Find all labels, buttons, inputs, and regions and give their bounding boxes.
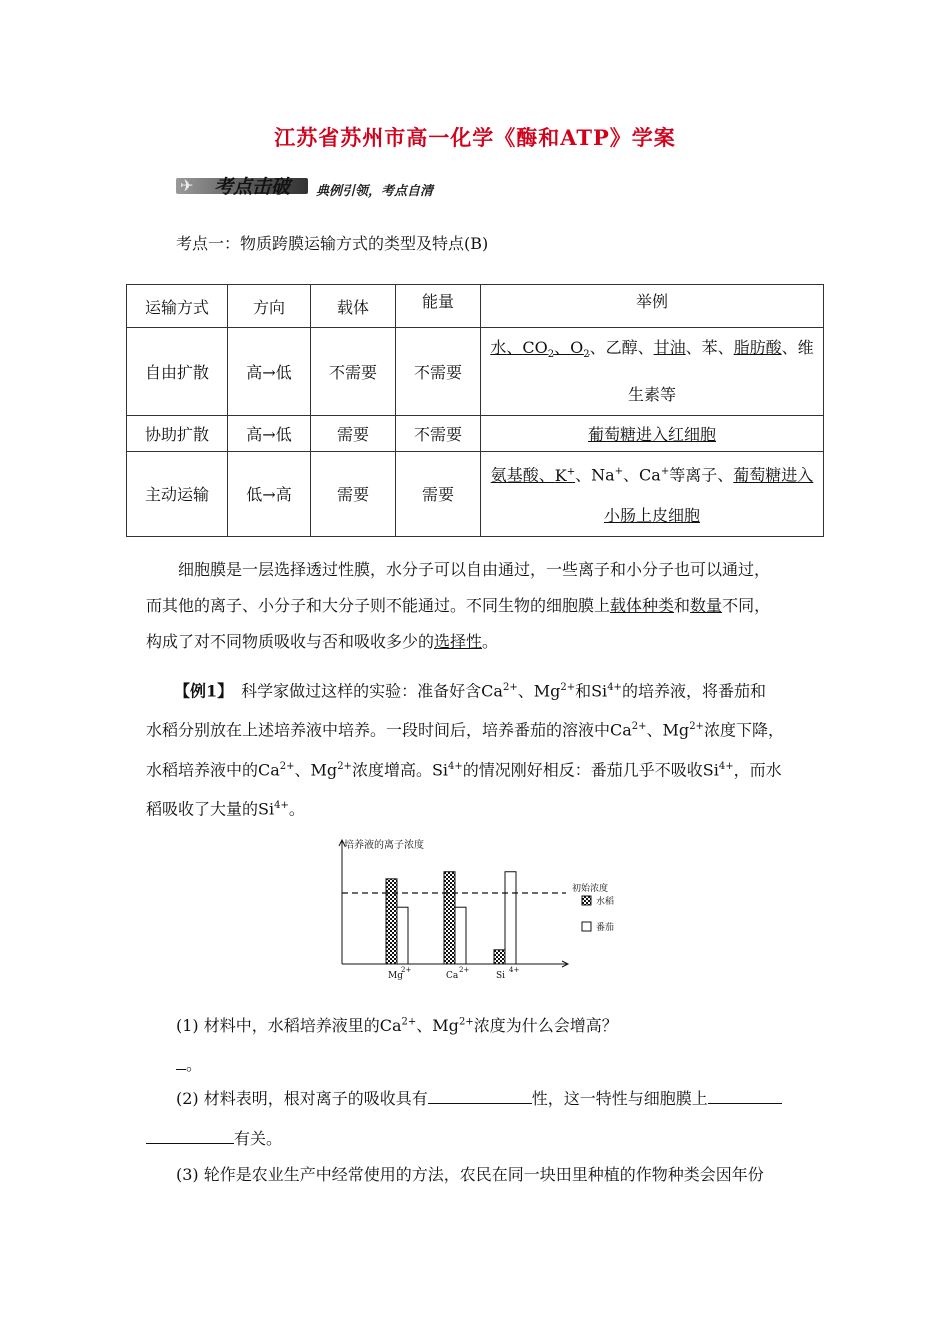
para-text: 构成了对不同物质吸收与否和吸收多少的 xyxy=(146,632,435,651)
q2-text: (2) 材料表明，根对离子的吸收具有 xyxy=(176,1089,428,1108)
ex-co2 xyxy=(522,338,555,361)
ex-ca: 、Ca xyxy=(623,465,661,485)
x-tick-label: Si xyxy=(496,971,506,981)
ex1-text: 。 xyxy=(288,799,305,819)
ex-o2-sub: 2 xyxy=(583,349,590,361)
ex-line2: 生素等 xyxy=(627,385,676,405)
legend-swatch xyxy=(582,922,591,931)
answer-blank[interactable] xyxy=(176,1055,186,1070)
q1-answer-line[interactable] xyxy=(176,1052,202,1075)
para-text: 不同， xyxy=(722,596,771,615)
cell-example xyxy=(481,452,824,536)
ex-glycerol: 甘油 xyxy=(653,338,686,357)
para-text: 。 xyxy=(482,632,499,651)
table-header-row xyxy=(127,285,824,328)
ion-charge: 4+ xyxy=(448,760,463,772)
ex-sep: 、乙醇、 xyxy=(589,338,654,357)
ex1-text: 的培养液，将番茄和 xyxy=(621,681,766,701)
section-banner xyxy=(176,170,466,202)
header-direction: 方向 xyxy=(228,285,311,328)
header-energy: 能量 xyxy=(396,285,481,328)
bar-水稻-Mg2+ xyxy=(386,879,397,964)
para-text: 和 xyxy=(674,596,691,615)
transport-table xyxy=(126,284,824,537)
table-row xyxy=(127,416,824,452)
para-carrier-type: 载体种类 xyxy=(610,596,675,615)
bar-番茄-Mg2+ xyxy=(397,907,408,964)
header-carrier: 载体 xyxy=(311,285,396,328)
question-2-cont xyxy=(146,1126,282,1149)
ion-charge: 2+ xyxy=(337,760,352,772)
reference-label: 初始浓度 xyxy=(572,884,609,895)
cell-energy: 不需要 xyxy=(396,328,481,416)
ex-co2-base: CO xyxy=(522,338,548,357)
ion-concentration-chart xyxy=(320,832,630,992)
ex1-text: 稻吸收了大量的Si xyxy=(146,799,275,819)
cell-mode: 自由扩散 xyxy=(127,328,228,416)
membrane-paragraph xyxy=(146,552,806,660)
ex-sep: 、 xyxy=(506,338,523,357)
bar-水稻-Si4+ xyxy=(494,950,505,964)
cell-direction: 高→低 xyxy=(228,328,311,416)
ex-sep: 、苯、 xyxy=(685,338,734,357)
ion-charge: 2+ xyxy=(502,682,518,693)
ex-o2-base: O xyxy=(570,338,584,357)
x-tick-sup: 2+ xyxy=(459,966,470,974)
ex1-text: 浓度下降， xyxy=(703,720,784,740)
ex-na-sup: + xyxy=(614,466,624,478)
ex-k xyxy=(555,466,575,485)
bar-番茄-Ca2+ xyxy=(455,907,466,964)
ex1-text: 浓度增高。Si xyxy=(351,759,449,779)
cell-energy: 需要 xyxy=(396,452,481,536)
ex-ca-sup: + xyxy=(660,466,670,478)
ex-k-base: K xyxy=(554,465,567,485)
q1-text: (1) 材料中，水稻培养液里的Ca xyxy=(176,1016,402,1035)
answer-blank[interactable] xyxy=(146,1129,234,1144)
q1-text: 、Mg xyxy=(416,1016,459,1035)
y-axis-label: 培养液的离子浓度 xyxy=(344,840,424,851)
x-tick-sup: 2+ xyxy=(401,966,412,974)
question-1 xyxy=(176,1013,618,1036)
cell-mode: 协助扩散 xyxy=(127,416,228,452)
q2-text: 有关。 xyxy=(234,1129,283,1148)
legend-label: 番茄 xyxy=(596,923,615,933)
answer-blank[interactable] xyxy=(708,1089,782,1104)
para-text: 而其他的离子、小分子和大分子则不能通过。不同生物的细胞膜上 xyxy=(146,596,611,615)
cell-direction: 高→低 xyxy=(228,416,311,452)
q1-answer-end: 。 xyxy=(186,1055,203,1074)
header-example: 举例 xyxy=(481,285,824,328)
cell-carrier: 需要 xyxy=(311,452,396,536)
ex1-text: 、Mg xyxy=(294,759,338,779)
bar-水稻-Ca2+ xyxy=(444,872,455,964)
ion-charge: 4+ xyxy=(718,760,734,772)
ex-water: 水 xyxy=(490,338,507,357)
para-quantity: 数量 xyxy=(690,596,723,615)
para-line: 细胞膜是一层选择透过性膜，水分子可以自由通过，一些离子和小分子也可以通过， xyxy=(178,560,771,579)
ex-k-sup: + xyxy=(566,466,576,478)
ex-sep: 、维 xyxy=(781,338,814,357)
ex-co2-sub: 2 xyxy=(547,349,555,361)
ex1-text: ，而水 xyxy=(733,759,782,779)
airplane-icon: ✈ xyxy=(180,176,194,195)
example-label: 【例1】 xyxy=(174,681,226,701)
header-mode: 运输方式 xyxy=(127,285,228,328)
question-2 xyxy=(176,1086,782,1109)
ex-na: 、Na xyxy=(575,465,615,485)
table-row xyxy=(127,452,824,536)
table-row xyxy=(127,328,824,416)
question-3: (3) 轮作是农业生产中经常使用的方法，农民在同一块田里种植的作物种类会因年份 xyxy=(176,1165,764,1184)
q1-text: 浓度为什么会增高？ xyxy=(473,1016,618,1035)
ex-o2 xyxy=(570,338,590,361)
x-tick-sup: 4+ xyxy=(509,966,520,974)
cell-energy: 不需要 xyxy=(396,416,481,452)
banner-heading: 考点击破 xyxy=(214,176,291,198)
para-selectivity: 选择性 xyxy=(434,632,483,651)
ex-sep: 、 xyxy=(554,338,571,357)
banner-subheading: 典例引领，考点自清 xyxy=(316,184,434,199)
ex-sep: 等离子、 xyxy=(669,465,734,485)
ex1-text: 和Si xyxy=(575,681,608,701)
ion-charge: 2+ xyxy=(631,721,647,733)
ex1-text: 、Mg xyxy=(517,681,561,701)
ex-amino-acid: 氨基酸 xyxy=(490,465,539,485)
legend-label: 水稻 xyxy=(596,897,615,907)
ion-charge: 2+ xyxy=(458,1016,474,1028)
ion-charge: 4+ xyxy=(607,682,622,693)
ex1-text: 水稻培养液中的Ca xyxy=(146,759,280,779)
ex1-text: 科学家做过这样的实验：准备好含Ca xyxy=(241,681,503,701)
ex-glucose: 葡萄糖进入 xyxy=(733,465,814,485)
ion-charge: 2+ xyxy=(401,1016,417,1028)
page-title: 江苏省苏州市高一化学《酶和ATP》学案 xyxy=(274,125,676,150)
ion-charge: 2+ xyxy=(689,721,704,733)
legend-swatch xyxy=(582,896,591,905)
cell-mode: 主动运输 xyxy=(127,452,228,536)
bar-番茄-Si4+ xyxy=(505,872,516,964)
chart-plot xyxy=(339,840,614,981)
ex-fatty-acid: 脂肪酸 xyxy=(733,338,782,357)
cell-carrier: 需要 xyxy=(311,416,396,452)
ex1-text: 的情况刚好相反：番茄几乎不吸收Si xyxy=(462,759,719,779)
ex1-text: 水稻分别放在上述培养液中培养。一段时间后，培养番茄的溶液中Ca xyxy=(146,720,632,740)
ex-line2: 小肠上皮细胞 xyxy=(603,505,700,525)
cell-carrier: 不需要 xyxy=(311,328,396,416)
q2-text: 性，这一特性与细胞膜上 xyxy=(531,1089,708,1108)
ion-charge: 2+ xyxy=(560,682,576,693)
ion-charge: 2+ xyxy=(279,760,295,772)
x-tick-label: Ca xyxy=(446,971,459,981)
cell-example: 葡萄糖进入红细胞 xyxy=(481,416,824,452)
x-tick-label: Mg xyxy=(388,971,403,981)
example-paragraph xyxy=(146,670,806,827)
ion-charge: 4+ xyxy=(274,799,289,811)
cell-example xyxy=(481,328,824,416)
cell-direction: 低→高 xyxy=(228,452,311,536)
ex1-text: 、Mg xyxy=(646,720,690,740)
ex-sep: 、 xyxy=(538,465,555,485)
kaodian-heading: 考点一：物质跨膜运输方式的类型及特点(B) xyxy=(176,234,489,253)
answer-blank[interactable] xyxy=(428,1089,532,1104)
